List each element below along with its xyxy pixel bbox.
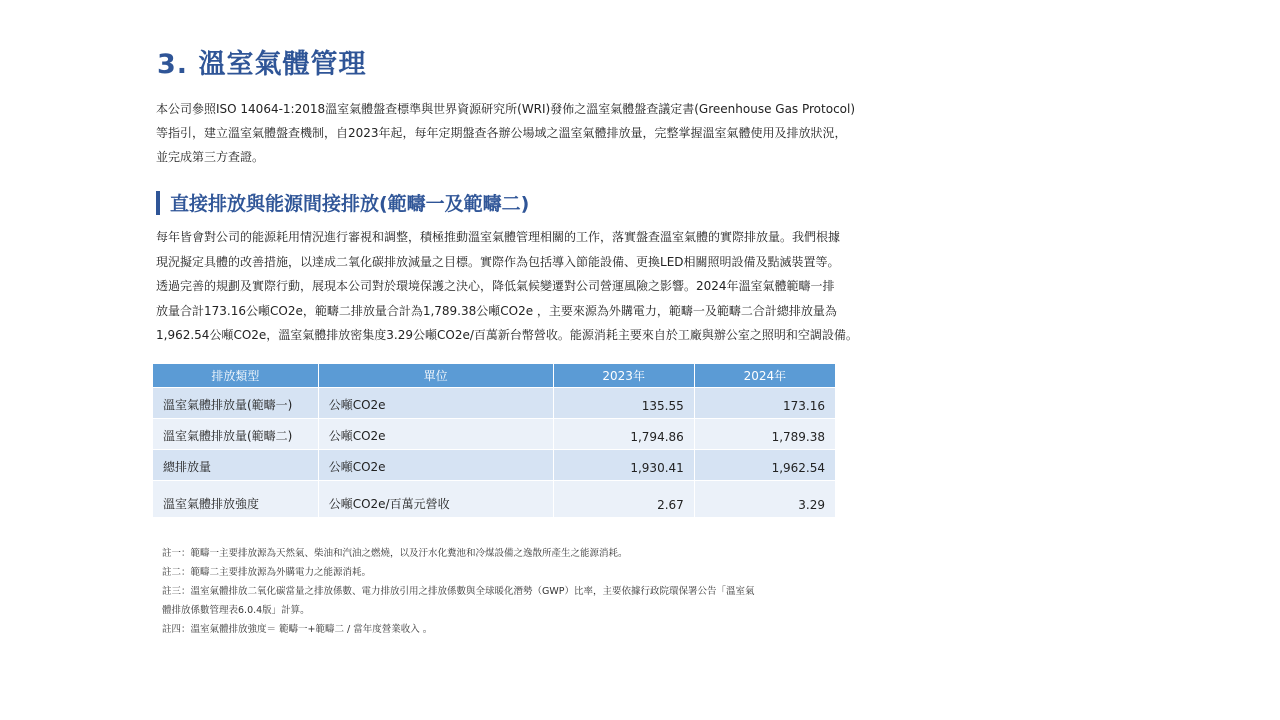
intro-paragraph xyxy=(156,97,926,169)
header-2024: 2024年 xyxy=(694,364,835,388)
paragraph-line: 現況擬定具體的改善措施，以達成二氧化碳排放減量之目標。實際作為包括導入節能設備、更換LED相關照明設備及點滅裝置等。 xyxy=(156,254,840,269)
note-4: 註四：溫室氣體排放強度＝ 範疇一+範疇二 / 當年度營業收入 。 xyxy=(162,624,433,635)
cell-2024: 1,962.54 xyxy=(694,450,835,481)
table-header-row xyxy=(153,364,836,388)
cell-unit: 公噸CO2e xyxy=(318,450,553,481)
cell-type: 溫室氣體排放量(範疇一) xyxy=(153,388,318,419)
cell-2023: 135.55 xyxy=(553,388,694,419)
paragraph-line: 放量合計173.16公噸CO2e，範疇二排放量合計為1,789.38公噸CO2e ，主要來源為外購電力，範疇一及範疇二合計總排放量為 xyxy=(156,303,837,318)
page-title: 3. 溫室氣體管理 xyxy=(157,49,367,80)
heading-accent-bar xyxy=(156,191,160,215)
cell-2023: 1,794.86 xyxy=(553,419,694,450)
paragraph-line: 每年皆會對公司的能源耗用情況進行審視和調整，積極推動溫室氣體管理相關的工作，落實盤查溫室氣體的實際排放量。我們根據 xyxy=(156,230,841,244)
cell-2024: 3.29 xyxy=(694,481,835,517)
section-paragraph xyxy=(156,225,936,348)
cell-2024: 1,789.38 xyxy=(694,419,835,450)
cell-2023: 2.67 xyxy=(553,481,694,517)
header-unit: 單位 xyxy=(318,364,553,388)
table-row xyxy=(153,450,836,481)
note-3-continued: 體排放係數管理表6.0.4版」計算。 xyxy=(162,605,310,616)
table-row xyxy=(153,481,836,517)
note-3: 註三：溫室氣體排放二氧化碳當量之排放係數、電力排放引用之排放係數與全球暖化潛勢（GWP）比率，主要依據行政院環保署公告「溫室氣 xyxy=(162,586,755,597)
section-heading xyxy=(156,189,529,216)
cell-type: 溫室氣體排放量(範疇二) xyxy=(153,419,318,450)
header-emission-type: 排放類型 xyxy=(153,364,318,388)
table-notes xyxy=(162,544,842,639)
paragraph-line: 1,962.54公噸CO2e，溫室氣體排放密集度3.29公噸CO2e/百萬新台幣營收。能源消耗主要來自於工廠與辦公室之照明和空調設備。 xyxy=(156,328,858,342)
cell-type: 溫室氣體排放強度 xyxy=(153,481,318,517)
intro-line: 並完成第三方查證。 xyxy=(156,150,265,164)
intro-line: 本公司參照ISO 14064-1:2018溫室氣體盤查標準與世界資源研究所(WRI)發佈之溫室氣體盤查議定書(Greenhouse Gas Protocol) xyxy=(156,102,856,116)
note-2: 註二：範疇二主要排放源為外購電力之能源消耗。 xyxy=(162,567,372,578)
paragraph-line: 透過完善的規劃及實際行動，展現本公司對於環境保護之決心，降低氣候變遷對公司營運風險之影響。2024年溫室氣體範疇一排 xyxy=(156,279,835,293)
cell-2024: 173.16 xyxy=(694,388,835,419)
note-1: 註一：範疇一主要排放源為天然氣、柴油和汽油之燃燒，以及汙水化糞池和冷煤設備之逸散所產生之能源消耗。 xyxy=(162,548,628,559)
cell-unit: 公噸CO2e xyxy=(318,419,553,450)
cell-2023: 1,930.41 xyxy=(553,450,694,481)
intro-line: 等指引，建立溫室氣體盤查機制，自2023年起，每年定期盤查各辦公場域之溫室氣體排放量，完整掌握溫室氣體使用及排放狀況， xyxy=(156,126,847,140)
header-2023: 2023年 xyxy=(553,364,694,388)
cell-unit: 公噸CO2e/百萬元營收 xyxy=(318,481,553,517)
table-row xyxy=(153,419,836,450)
emissions-table xyxy=(153,364,836,517)
table-row xyxy=(153,388,836,419)
cell-type: 總排放量 xyxy=(153,450,318,481)
section-heading-text: 直接排放與能源間接排放(範疇一及範疇二) xyxy=(170,193,530,215)
cell-unit: 公噸CO2e xyxy=(318,388,553,419)
